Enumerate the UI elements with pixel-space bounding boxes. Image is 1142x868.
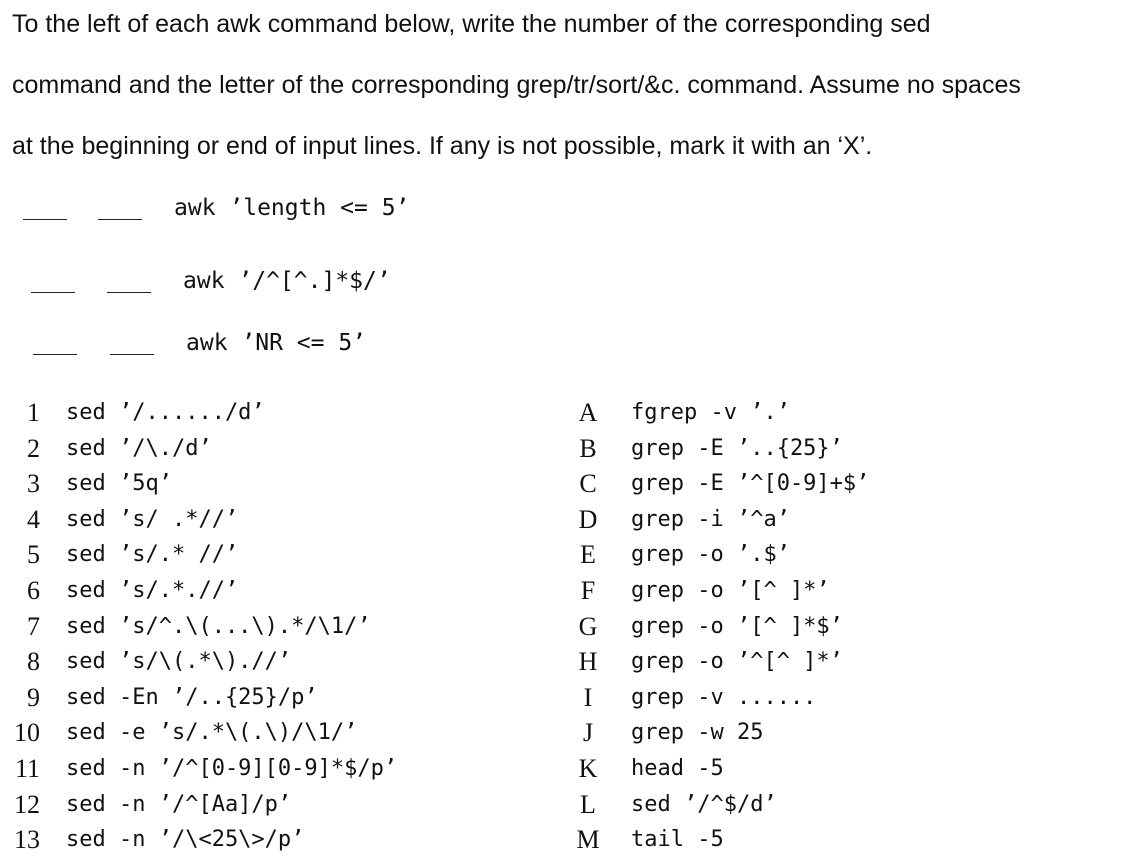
other-command: grep -w 25 xyxy=(631,720,764,746)
sed-command: sed ’5q’ xyxy=(66,471,172,497)
sed-command: sed -n ’/^[Aa]/p’ xyxy=(66,791,292,817)
item-number: 4 xyxy=(27,504,40,534)
other-command: sed ’/^$/d’ xyxy=(631,791,777,817)
item-number: 1 xyxy=(27,398,40,427)
letter-answer-blank[interactable] xyxy=(110,354,154,355)
item-number: 2 xyxy=(27,433,40,463)
letter-answer-blank[interactable] xyxy=(107,292,151,293)
other-command: grep -v ...... xyxy=(631,684,817,710)
awk-command: awk ’NR <= 5’ xyxy=(186,330,367,356)
sed-command: sed -n ’/^[0-9][0-9]*$/p’ xyxy=(66,756,398,781)
item-number: 6 xyxy=(27,576,40,605)
item-number: 5 xyxy=(27,540,40,570)
item-number: 8 xyxy=(27,647,40,677)
item-letter: D xyxy=(578,504,598,534)
other-command: grep -o ’.$’ xyxy=(631,542,790,568)
item-letter: B xyxy=(579,433,597,463)
awk-command: awk ’length <= 5’ xyxy=(174,195,410,221)
instructions-line-3: at the beginning or end of input lines. If any is not possible, mark it with an ‘X’. xyxy=(12,132,873,160)
item-number: 7 xyxy=(27,611,40,641)
other-command: fgrep -v ’.’ xyxy=(631,400,790,425)
other-command: grep -o ’^[^ ]*’ xyxy=(631,649,843,675)
item-number: 9 xyxy=(27,682,40,712)
sed-command: sed ’s/.* //’ xyxy=(66,542,239,568)
item-letter: E xyxy=(580,540,596,570)
instructions-line-2: command and the letter of the corresponding grep/tr/sort/&c. command. Assume no spaces xyxy=(12,71,1021,99)
item-letter: J xyxy=(582,718,594,748)
sed-command: sed ’s/^.\(...\).*/\1/’ xyxy=(66,613,371,639)
sed-command: sed -n ’/\<25\>/p’ xyxy=(66,827,305,853)
sed-command: sed ’/\./d’ xyxy=(66,435,212,461)
sed-command: sed ’s/.*.//’ xyxy=(66,578,239,603)
number-answer-blank[interactable] xyxy=(31,292,75,293)
number-answer-blank[interactable] xyxy=(23,219,67,220)
letter-answer-blank[interactable] xyxy=(98,219,142,220)
sed-command: sed -En ’/..{25}/p’ xyxy=(66,684,318,710)
other-command: grep -i ’^a’ xyxy=(631,506,790,532)
other-command: head -5 xyxy=(631,756,724,781)
item-number: 10 xyxy=(14,718,40,748)
other-command: grep -E ’..{25}’ xyxy=(631,435,843,461)
item-letter: F xyxy=(580,576,596,605)
item-letter: L xyxy=(580,789,596,819)
item-letter: G xyxy=(578,611,598,641)
item-letter: I xyxy=(583,682,593,712)
item-letter: H xyxy=(578,647,598,677)
other-command: grep -E ’^[0-9]+$’ xyxy=(631,471,870,497)
item-number: 3 xyxy=(27,469,40,499)
item-number: 11 xyxy=(14,754,40,783)
other-command: tail -5 xyxy=(631,827,724,853)
sed-command: sed ’s/\(.*\).//’ xyxy=(66,649,292,675)
item-number: 13 xyxy=(14,825,40,855)
sed-command: sed ’s/ .*//’ xyxy=(66,506,239,532)
item-letter: K xyxy=(578,754,598,783)
item-letter: A xyxy=(578,398,598,427)
number-answer-blank[interactable] xyxy=(33,354,77,355)
sed-command: sed ’/....../d’ xyxy=(66,400,265,425)
other-command: grep -o ’[^ ]*$’ xyxy=(631,613,843,639)
item-letter: M xyxy=(576,825,600,855)
item-letter: C xyxy=(579,469,597,499)
instructions-line-1: To the left of each awk command below, write the number of the corresponding sed xyxy=(12,10,931,38)
other-command: grep -o ’[^ ]*’ xyxy=(631,578,830,603)
awk-command: awk ’/^[^.]*$/’ xyxy=(183,268,391,294)
item-number: 12 xyxy=(14,789,40,819)
sed-command: sed -e ’s/.*\(.\)/\1/’ xyxy=(66,720,358,746)
